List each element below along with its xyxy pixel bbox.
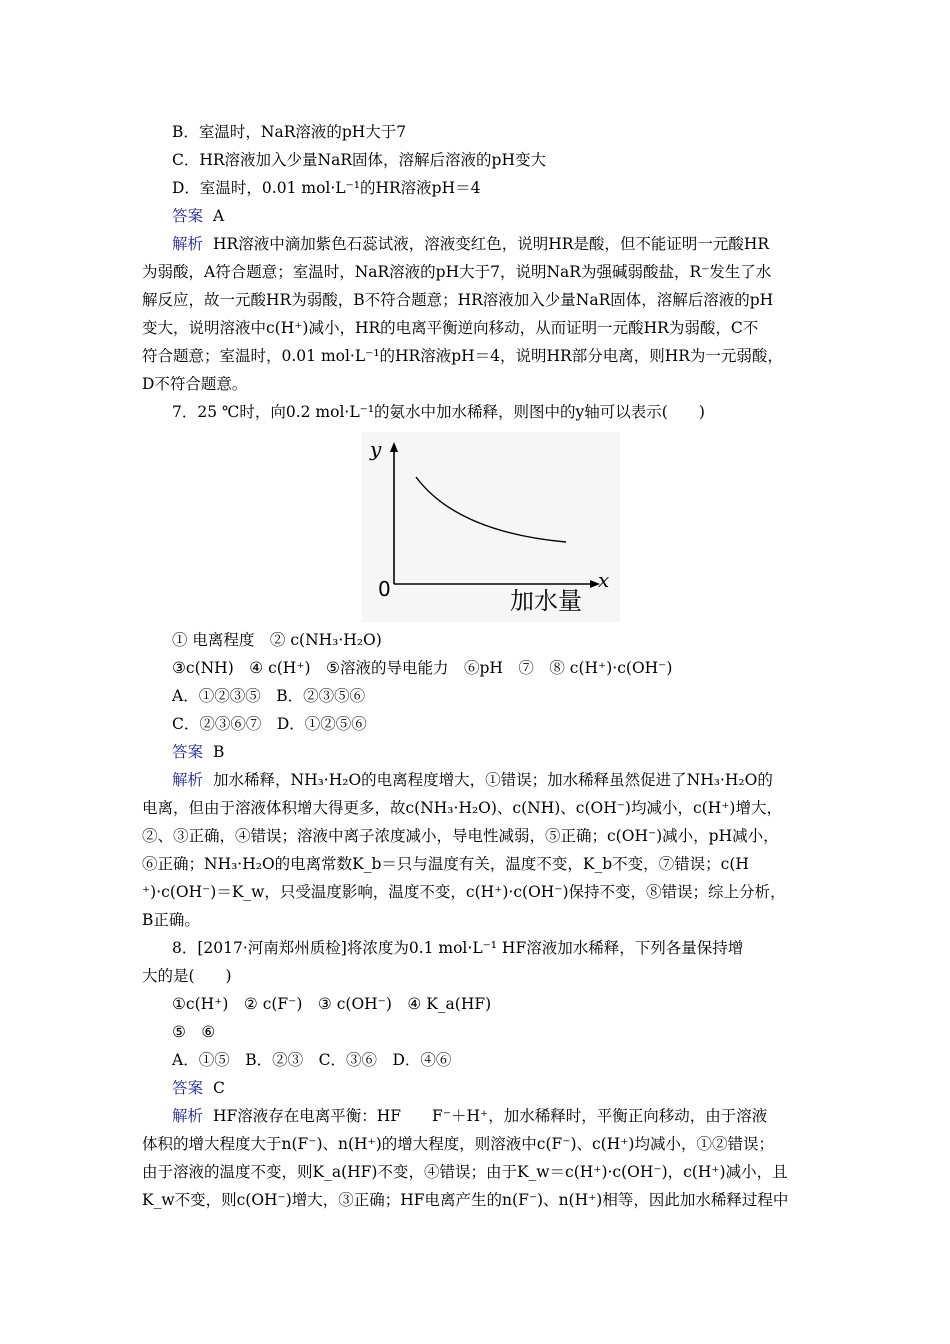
analysis-label: 解析 — [172, 235, 204, 253]
q7-items-2: ③c(NH) ④ c(H⁺) ⑤溶液的导电能力 ⑥pH ⑦ ⑧ c(H⁺)·c(OH⁻) — [172, 659, 673, 677]
question-8-line-1: 8．[2017·河南郑州质检]将浓度为0.1 mol·L⁻¹ HF溶液加水稀释，下列各量保持增 — [172, 939, 744, 957]
answer-7 — [172, 742, 224, 762]
q8-items-1: ①c(H⁺) ② c(F⁻) ③ c(OH⁻) ④ K_a(HF) — [172, 995, 492, 1013]
analysis-text: HF溶液存在电离平衡：HF F⁻＋H⁺，加水稀释时，平衡正向移动，由于溶液 — [213, 1107, 768, 1125]
answer-6 — [172, 206, 224, 226]
y-axis-label: y — [370, 437, 382, 461]
analysis-7-line-2: 电离，但由于溶液体积增大得更多，故c(NH₃·H₂O)、c(NH)、c(OH⁻)均减小，c(H⁺)增大， — [142, 799, 782, 817]
answer-label: 答案 — [172, 1079, 204, 1097]
analysis-label: 解析 — [172, 771, 204, 789]
analysis-8-line-3: 由于溶液的温度不变，则K_a(HF)不变，④错误；由于K_w＝c(H⁺)·c(OH⁻)，c(H⁺)减小，且 — [142, 1163, 788, 1181]
answer-value: B — [213, 743, 225, 761]
analysis-6-line-2: 为弱酸，A符合题意；室温时，NaR溶液的pH大于7，说明NaR为强碱弱酸盐，R⁻发生了水 — [142, 263, 772, 281]
dilution-graph — [362, 432, 620, 622]
analysis-text: HR溶液中滴加紫色石蕊试液，溶液变红色，说明HR是酸，但不能证明一元酸HR — [213, 235, 770, 253]
x-axis-label: x — [598, 568, 610, 592]
option-b: B．室温时，NaR溶液的pH大于7 — [172, 123, 407, 141]
answer-value: C — [213, 1079, 225, 1097]
analysis-6-line-1 — [172, 234, 769, 254]
analysis-8-line-4: K_w不变，则c(OH⁻)增大，③正确；HF电离产生的n(F⁻)、n(H⁺)相等，因此加水稀释过程中 — [142, 1191, 789, 1209]
question-7: 7．25 ℃时，向0.2 mol·L⁻¹的氨水中加水稀释，则图中的y轴可以表示( ) — [172, 403, 705, 421]
answer-value: A — [213, 207, 225, 225]
analysis-7-line-3: ②、③正确，④错误；溶液中离子浓度减小，导电性减弱，⑤正确；c(OH⁻)减小，pH减小， — [142, 827, 779, 845]
q7-options-ab: A．①②③⑤ B．②③⑤⑥ — [172, 687, 366, 705]
analysis-7-line-4: ⑥正确；NH₃·H₂O的电离常数K_b＝只与温度有关，温度不变，K_b不变，⑦错误；c(H — [142, 855, 749, 873]
answer-label: 答案 — [172, 743, 204, 761]
answer-label: 答案 — [172, 207, 204, 225]
analysis-label: 解析 — [172, 1107, 204, 1125]
analysis-6-line-3: 解反应，故一元酸HR为弱酸，B不符合题意；HR溶液加入少量NaR固体，溶解后溶液的pH — [142, 291, 774, 309]
analysis-7-line-5: ⁺)·c(OH⁻)＝K_w，只受温度影响，温度不变，c(H⁺)·c(OH⁻)保持不变，⑧错误；综上分析， — [142, 883, 786, 901]
analysis-6-line-4: 变大，说明溶液中c(H⁺)减小，HR的电离平衡逆向移动，从而证明一元酸HR为弱酸，C不 — [142, 319, 759, 337]
analysis-7-line-1 — [172, 770, 773, 790]
x-axis-caption: 加水量 — [510, 587, 582, 615]
q8-items-2: ⑤ ⑥ — [172, 1023, 216, 1041]
q7-items-1: ① 电离程度 ② c(NH₃·H₂O) — [172, 631, 382, 649]
analysis-8-line-2: 体积的增大程度大于n(F⁻)、n(H⁺)的增大程度，则溶液中c(F⁻)、c(H⁺)均减小，①②错误； — [142, 1135, 774, 1153]
q7-options-cd: C．②③⑥⑦ D．①②⑤⑥ — [172, 715, 367, 733]
analysis-8-line-1 — [172, 1106, 767, 1126]
analysis-6-line-6: D不符合题意。 — [142, 375, 248, 393]
question-8-line-2: 大的是( ) — [142, 967, 232, 985]
q8-options: A．①⑤ B．②③ C．③⑥ D．④⑥ — [172, 1051, 452, 1069]
analysis-6-line-5: 符合题意；室温时，0.01 mol·L⁻¹的HR溶液pH＝4，说明HR部分电离，则HR为一元弱酸， — [142, 347, 783, 365]
analysis-7-line-6: B正确。 — [142, 911, 200, 929]
analysis-text: 加水稀释，NH₃·H₂O的电离程度增大，①错误；加水稀释虽然促进了NH₃·H₂O的 — [213, 771, 773, 789]
origin-label: 0 — [378, 577, 391, 601]
answer-8 — [172, 1078, 225, 1098]
option-c: C．HR溶液加入少量NaR固体，溶解后溶液的pH变大 — [172, 151, 546, 169]
option-d: D．室温时，0.01 mol·L⁻¹的HR溶液pH＝4 — [172, 179, 481, 197]
